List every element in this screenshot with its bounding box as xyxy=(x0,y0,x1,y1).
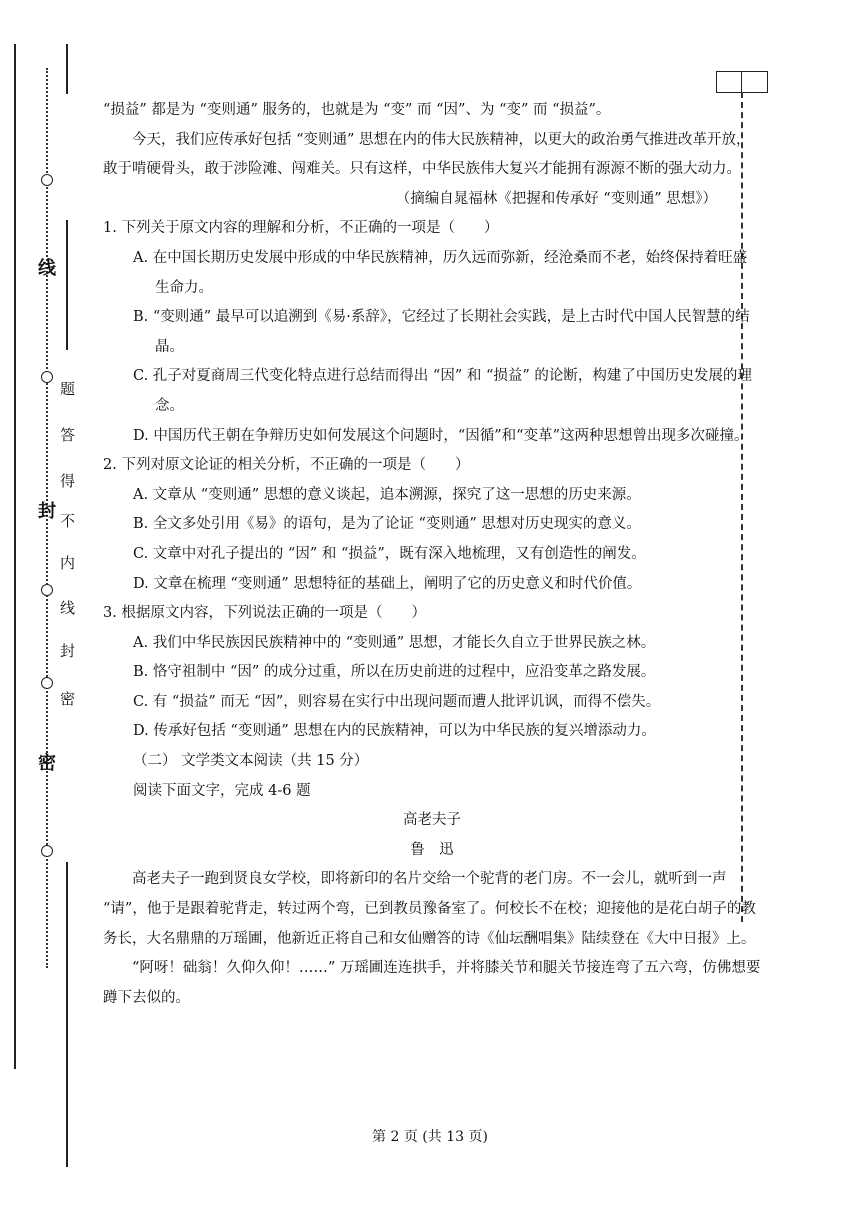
reading-instruction: 阅读下面文字，完成 4-6 题 xyxy=(133,782,311,799)
document-body xyxy=(103,96,761,1013)
binding-hole-3 xyxy=(41,584,53,596)
question-2-option-b: B. 全文多处引用《易》的语句，是为了论证 “变则通” 思想对历史现实的意义。 xyxy=(133,516,641,533)
score-box xyxy=(716,71,768,93)
question-1-option-d: D. 中国历代王朝在争辩历史如何发展这个问题时，“因循”和“变革”这两种思想曾出现多次碰撞。 xyxy=(133,427,749,444)
margin-char-xian: 线 xyxy=(38,258,56,279)
margin-warning-char: 封 xyxy=(60,642,76,660)
question-3-stem: 3. 根据原文内容，下列说法正确的一项是（ ） xyxy=(103,605,426,622)
story-author: 鲁 迅 xyxy=(410,841,454,858)
question-3-option-d: D. 传承好包括 “变则通” 思想在内的民族精神，可以为中华民族的复兴增添动力。 xyxy=(133,723,656,740)
margin-warning-char: 内 xyxy=(60,554,76,572)
margin-warning-char: 题 xyxy=(60,380,76,398)
page-footer: 第 2 页 (共 13 页) xyxy=(372,1129,488,1145)
question-3-option-a: A. 我们中华民族因民族精神中的 “变则通” 思想，才能长久自立于世界民族之林。 xyxy=(133,634,656,651)
question-1-option-b: B. “变则通” 最早可以追溯到《易·系辞》，它经过了长期社会实践，是上古时代中国人民智慧的结晶。 xyxy=(133,309,750,355)
section-heading: （二） 文学类文本阅读（共 15 分） xyxy=(133,753,369,770)
margin-char-mi: 密 xyxy=(38,753,56,774)
binding-margin xyxy=(0,0,90,1216)
question-3-option-b: B. 恪守祖制中 “因” 的成分过重，所以在历史前进的过程中，应沿变革之路发展。 xyxy=(133,664,656,681)
paragraph: 今天，我们应传承好包括 “变则通” 思想在内的伟大民族精神，以更大的政治勇气推进改革开放，敢于啃硬骨头，敢于涉险滩、闯难关。只有这样，中华民族伟大复兴才能拥有源源不断的强大动力。 xyxy=(103,131,751,178)
question-1-option-a: A. 在中国长期历史发展中形成的中华民族精神，历久远而弥新，经沧桑而不老，始终保持着旺盛生命力。 xyxy=(133,249,748,296)
story-title: 高老夫子 xyxy=(403,812,461,829)
margin-warning-char: 答 xyxy=(60,426,76,444)
margin-char-feng: 封 xyxy=(38,501,56,522)
binding-hole-1 xyxy=(41,174,53,186)
inner-binding-line-mid xyxy=(66,220,68,350)
question-1-option-c: C. 孔子对夏商周三代变化特点进行总结而得出 “因” 和 “损益” 的论断，构建了中国历史发展的理念。 xyxy=(133,368,752,414)
binding-hole-2 xyxy=(41,371,53,383)
story-paragraph: 高老夫子一跑到贤良女学校，即将新印的名片交给一个驼背的老门房。不一会儿，就听到一声 “请”，他于是跟着驼背走，转过两个弯，已到教员豫备室了。何校长不在校；迎接他的是花白胡子的教务长，大名鼎鼎的万瑶圃，他新近正将自己和女仙赠答的诗《仙坛酬唱集》陆续登在《大中日报》上。 xyxy=(103,871,756,947)
binding-hole-5 xyxy=(41,845,53,857)
paragraph: “损益” 都是为 “变则通” 服务的，也就是为 “变” 而 “因”、为 “变” 而 “损益”。 xyxy=(103,102,611,118)
question-3-option-c: C. 有 “损益” 而无 “因”，则容易在实行中出现问题而遭人批评讥讽，而得不偿失。 xyxy=(133,693,661,710)
margin-warning-char: 密 xyxy=(60,690,76,708)
inner-binding-line-bottom xyxy=(66,862,68,1167)
inner-binding-line-top xyxy=(66,44,68,94)
question-1-stem: 1. 下列关于原文内容的理解和分析，不正确的一项是（ ） xyxy=(103,220,499,237)
margin-warning-char: 得 xyxy=(60,472,76,490)
margin-warning-char: 线 xyxy=(60,599,76,617)
question-2-option-d: D. 文章在梳理 “变则通” 思想特征的基础上，阐明了它的历史意义和时代价值。 xyxy=(133,575,642,592)
source-citation: （摘编自晁福林《把握和传承好 “变则通” 思想》） xyxy=(395,190,717,207)
outer-binding-line xyxy=(14,44,16,1069)
question-2-stem: 2. 下列对原文论证的相关分析，不正确的一项是（ ） xyxy=(103,457,470,474)
margin-warning-char: 不 xyxy=(60,512,76,530)
question-2-option-a: A. 文章从 “变则通” 思想的意义谈起，追本溯源，探究了这一思想的历史来源。 xyxy=(133,486,641,503)
binding-hole-4 xyxy=(41,677,53,689)
question-2-option-c: C. 文章中对孔子提出的 “因” 和 “损益”，既有深入地梳理，又有创造性的阐发。 xyxy=(133,545,646,562)
story-paragraph: “阿呀！础翁！久仰久仰！……” 万瑶圃连连拱手，并将膝关节和腿关节接连弯了五六弯，仿佛想要蹲下去似的。 xyxy=(103,960,761,1006)
